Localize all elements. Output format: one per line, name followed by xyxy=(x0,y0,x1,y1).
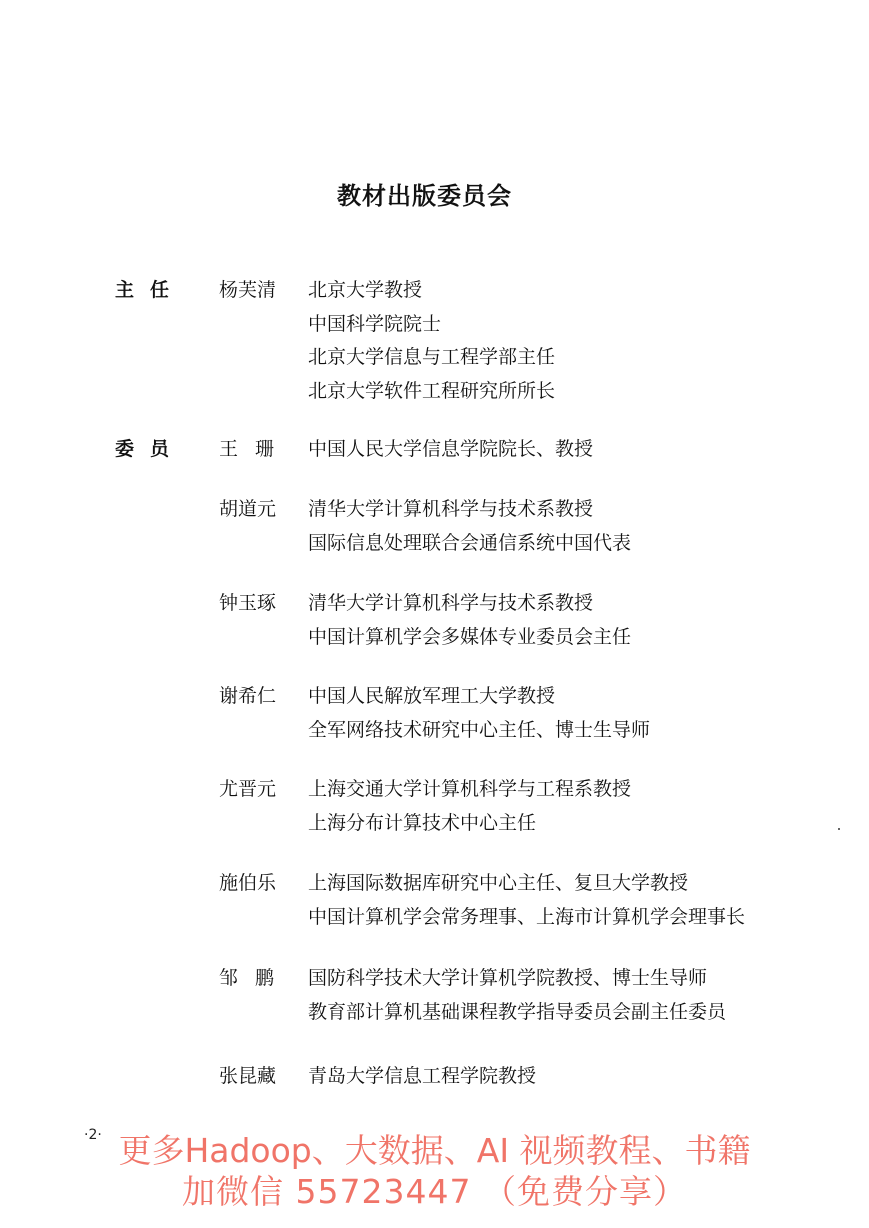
member-name: 张昆藏 xyxy=(219,1065,277,1087)
member-title-line: 国防科学技术大学计算机学院教授、博士生导师 xyxy=(308,967,708,989)
member-titles xyxy=(308,867,745,934)
member-title-line: 全军网络技术研究中心主任、博士生导师 xyxy=(308,718,651,741)
scan-speck xyxy=(838,828,840,830)
member-title-line: 清华大学计算机科学与技术系教授 xyxy=(308,592,594,614)
member-name: 尤晋元 xyxy=(219,778,277,800)
member-title-line: 青岛大学信息工程学院教授 xyxy=(308,1065,537,1087)
member-name: 施伯乐 xyxy=(219,872,277,894)
member-name: 邹鹏 xyxy=(219,967,292,989)
member-title-line: 清华大学计算机科学与技术系教授 xyxy=(308,498,594,520)
member-titles xyxy=(308,773,631,840)
member-titles xyxy=(308,962,726,1029)
member-title-line: 中国人民大学信息学院院长、教授 xyxy=(308,438,594,460)
member-titles xyxy=(308,274,555,408)
member-titles xyxy=(308,1060,536,1094)
member-name: 钟玉琢 xyxy=(219,592,277,614)
member-title-line: 上海国际数据库研究中心主任、复旦大学教授 xyxy=(308,872,689,894)
page-title: 教材出版委员会 xyxy=(337,182,512,210)
role-label-members: 委员 xyxy=(115,438,186,460)
member-title-line: 中国计算机学会常务理事、上海市计算机学会理事长 xyxy=(308,905,746,928)
member-titles xyxy=(308,433,593,467)
member-title-line: 北京大学信息与工程学部主任 xyxy=(308,346,556,368)
member-titles xyxy=(308,587,631,654)
watermark-line-2: 加微信 55723447 （免费分享） xyxy=(182,1172,687,1211)
member-title-line: 中国计算机学会多媒体专业委员会主任 xyxy=(308,625,632,648)
member-title-line: 国际信息处理联合会通信系统中国代表 xyxy=(308,531,632,554)
member-titles xyxy=(308,493,631,560)
member-title-line: 中国人民解放军理工大学教授 xyxy=(308,685,556,707)
member-title-line: 北京大学软件工程研究所所长 xyxy=(308,379,556,402)
page-number: ·2· xyxy=(84,1127,102,1143)
member-title-line: 上海交通大学计算机科学与工程系教授 xyxy=(308,778,632,800)
member-titles xyxy=(308,680,650,747)
watermark-line-1: 更多Hadoop、大数据、AI 视频教程、书籍 xyxy=(118,1131,751,1170)
role-label-chair: 主任 xyxy=(115,279,186,301)
member-name: 王珊 xyxy=(219,438,292,460)
member-name: 杨芙清 xyxy=(219,279,277,301)
member-name: 胡道元 xyxy=(219,498,277,520)
member-title-line: 上海分布计算技术中心主任 xyxy=(308,811,537,834)
member-name: 谢希仁 xyxy=(219,685,277,707)
member-title-line: 北京大学教授 xyxy=(308,279,423,301)
member-title-line: 教育部计算机基础课程教学指导委员会副主任委员 xyxy=(308,1000,727,1023)
member-title-line: 中国科学院院士 xyxy=(308,312,442,335)
